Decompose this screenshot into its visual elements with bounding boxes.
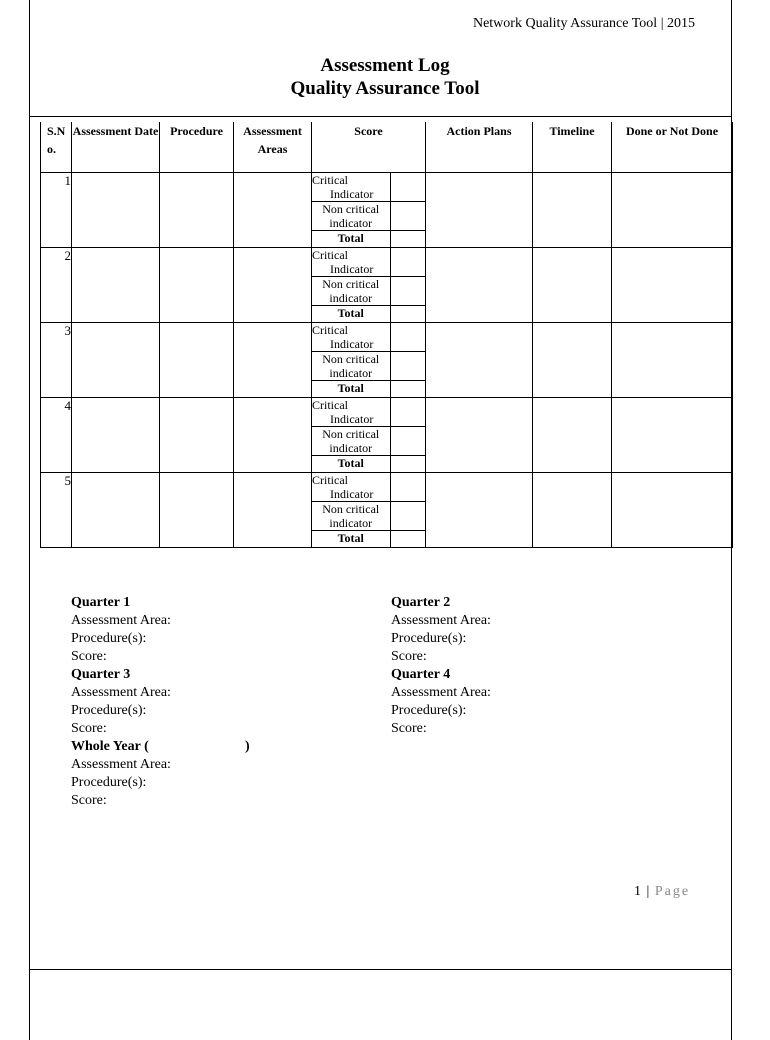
cell-done[interactable] [612,398,733,473]
table-header-row [41,122,733,173]
score-critical-label [312,323,390,352]
score-critical-value[interactable] [390,473,426,502]
cell-score [312,473,426,548]
quarter-3-area: Assessment Area: [71,685,171,700]
score-total-value[interactable] [390,531,426,548]
score-critical-label [312,398,390,427]
critical-label-line1: Critical [312,398,348,412]
score-total-label: Total [337,456,364,470]
score-critical-value[interactable] [390,323,426,352]
quarters-right [391,594,491,738]
cell-action-plans[interactable] [426,173,533,248]
cell-timeline[interactable] [533,473,612,548]
score-noncritical-value[interactable] [390,277,426,306]
score-noncritical-label [312,277,390,306]
score-noncritical-label [312,427,390,456]
running-header: Network Quality Assurance Tool | 2015 [472,16,695,31]
quarter-4-score: Score: [391,721,427,736]
cell-done[interactable] [612,323,733,398]
score-critical-label [312,173,390,202]
critical-label-line1: Critical [312,473,348,487]
whole-year-procedure: Procedure(s): [71,775,147,790]
score-total-row [312,456,426,473]
table-row [41,173,733,248]
score-noncritical-row [312,427,426,456]
cell-sno: 5 [41,473,72,548]
cell-score [312,398,426,473]
cell-procedure[interactable] [160,473,234,548]
score-subtable [312,398,426,472]
quarter-4-procedure: Procedure(s): [391,703,467,718]
critical-label-line1: Critical [312,248,348,262]
title-line-1: Assessment Log [320,55,450,76]
score-noncritical-value[interactable] [390,427,426,456]
cell-action-plans[interactable] [426,248,533,323]
table-row [41,398,733,473]
whole-year-label: Whole Year ( [71,739,149,754]
quarter-1-score: Score: [71,649,107,664]
noncritical-label-line2: indicator [329,441,373,455]
score-critical-value[interactable] [390,173,426,202]
score-subtable [312,248,426,322]
score-critical-row [312,323,426,352]
table-row [41,473,733,548]
whole-year-close: ) [245,739,250,754]
score-total-label: Total [337,306,364,320]
cell-date[interactable] [72,398,160,473]
page-label: Page [654,884,691,899]
whole-year-title [71,738,250,756]
score-total-label: Total [337,531,364,545]
score-noncritical-value[interactable] [390,352,426,381]
col-header-sno: S.N o. [41,122,72,173]
cell-date[interactable] [72,248,160,323]
cell-sno: 4 [41,398,72,473]
cell-timeline[interactable] [533,323,612,398]
score-total-row [312,381,426,398]
score-noncritical-value[interactable] [390,502,426,531]
cell-date[interactable] [72,173,160,248]
noncritical-label-line1: Non critical [322,277,380,291]
cell-sno: 2 [41,248,72,323]
quarter-2-title: Quarter 2 [391,595,451,610]
score-subtable [312,473,426,547]
cell-score [312,173,426,248]
cell-action-plans[interactable] [426,473,533,548]
title-line-2: Quality Assurance Tool [290,78,480,99]
score-noncritical-label [312,202,390,231]
noncritical-label-line1: Non critical [322,352,380,366]
cell-action-plans[interactable] [426,323,533,398]
cell-sno: 1 [41,173,72,248]
cell-date[interactable] [72,323,160,398]
col-header-timeline: Timeline [533,122,612,173]
score-noncritical-row [312,352,426,381]
col-header-action: Action Plans [426,122,533,173]
score-total-row [312,306,426,323]
cell-done[interactable] [612,248,733,323]
header-rule [29,116,731,117]
cell-procedure[interactable] [160,173,234,248]
quarter-3-score: Score: [71,721,107,736]
score-noncritical-label [312,352,390,381]
quarter-4-area: Assessment Area: [391,685,491,700]
quarter-3-title: Quarter 3 [71,667,131,682]
noncritical-label-line2: indicator [329,366,373,380]
score-total-row [312,231,426,248]
col-header-areas: Assessment Areas [234,122,312,173]
col-header-score: Score [312,122,426,173]
score-critical-label [312,473,390,502]
cell-sno: 3 [41,323,72,398]
cell-areas[interactable] [234,398,312,473]
score-critical-row [312,173,426,202]
score-critical-row [312,248,426,277]
score-noncritical-label [312,502,390,531]
noncritical-label-line1: Non critical [322,427,380,441]
noncritical-label-line2: indicator [329,216,373,230]
cell-areas[interactable] [234,323,312,398]
score-critical-value[interactable] [390,398,426,427]
score-total-value[interactable] [390,456,426,473]
score-critical-row [312,473,426,502]
score-critical-label [312,248,390,277]
table-row [41,248,733,323]
score-total-value[interactable] [390,231,426,248]
table-row [41,323,733,398]
critical-label-line2: Indicator [330,187,374,201]
whole-year-score: Score: [71,793,107,808]
noncritical-label-line2: indicator [329,291,373,305]
noncritical-label-line1: Non critical [322,202,380,216]
score-critical-row [312,398,426,427]
col-header-procedure: Procedure [160,122,234,173]
critical-label-line2: Indicator [330,412,374,426]
score-critical-value[interactable] [390,248,426,277]
score-subtable [312,323,426,397]
cell-done[interactable] [612,473,733,548]
cell-timeline[interactable] [533,173,612,248]
cell-action-plans[interactable] [426,398,533,473]
noncritical-label-line1: Non critical [322,502,380,516]
cell-score [312,248,426,323]
score-total-row [312,531,426,548]
document-title [0,54,770,100]
score-noncritical-row [312,277,426,306]
cell-areas[interactable] [234,173,312,248]
critical-label-line2: Indicator [330,487,374,501]
noncritical-label-line2: indicator [329,516,373,530]
score-noncritical-row [312,202,426,231]
score-noncritical-row [312,502,426,531]
quarter-2-area: Assessment Area: [391,613,491,628]
quarter-2-procedure: Procedure(s): [391,631,467,646]
quarter-4-title: Quarter 4 [391,667,451,682]
critical-label-line1: Critical [312,173,348,187]
quarter-2-score: Score: [391,649,427,664]
col-header-date: Assessment Date [72,122,160,173]
cell-timeline[interactable] [533,398,612,473]
critical-label-line1: Critical [312,323,348,337]
col-header-done: Done or Not Done [612,122,733,173]
page-separator: | [646,884,650,899]
cell-areas[interactable] [234,473,312,548]
score-total-label: Total [337,231,364,245]
score-total-value[interactable] [390,306,426,323]
quarter-1-area: Assessment Area: [71,613,171,628]
cell-timeline[interactable] [533,248,612,323]
assessment-log-table [40,122,733,548]
score-subtable [312,173,426,247]
page-number [634,884,690,900]
cell-procedure[interactable] [160,248,234,323]
critical-label-line2: Indicator [330,337,374,351]
critical-label-line2: Indicator [330,262,374,276]
score-noncritical-value[interactable] [390,202,426,231]
cell-procedure[interactable] [160,323,234,398]
cell-date[interactable] [72,473,160,548]
table-body [41,173,733,548]
cell-procedure[interactable] [160,398,234,473]
footer-rule [29,969,731,970]
cell-areas[interactable] [234,248,312,323]
quarters-left [71,594,250,810]
cell-score [312,323,426,398]
quarter-3-procedure: Procedure(s): [71,703,147,718]
cell-done[interactable] [612,173,733,248]
whole-year-area: Assessment Area: [71,757,171,772]
page-number-value: 1 [634,884,641,899]
score-total-value[interactable] [390,381,426,398]
quarter-1-procedure: Procedure(s): [71,631,147,646]
quarter-1-title: Quarter 1 [71,595,131,610]
score-total-label: Total [337,381,364,395]
